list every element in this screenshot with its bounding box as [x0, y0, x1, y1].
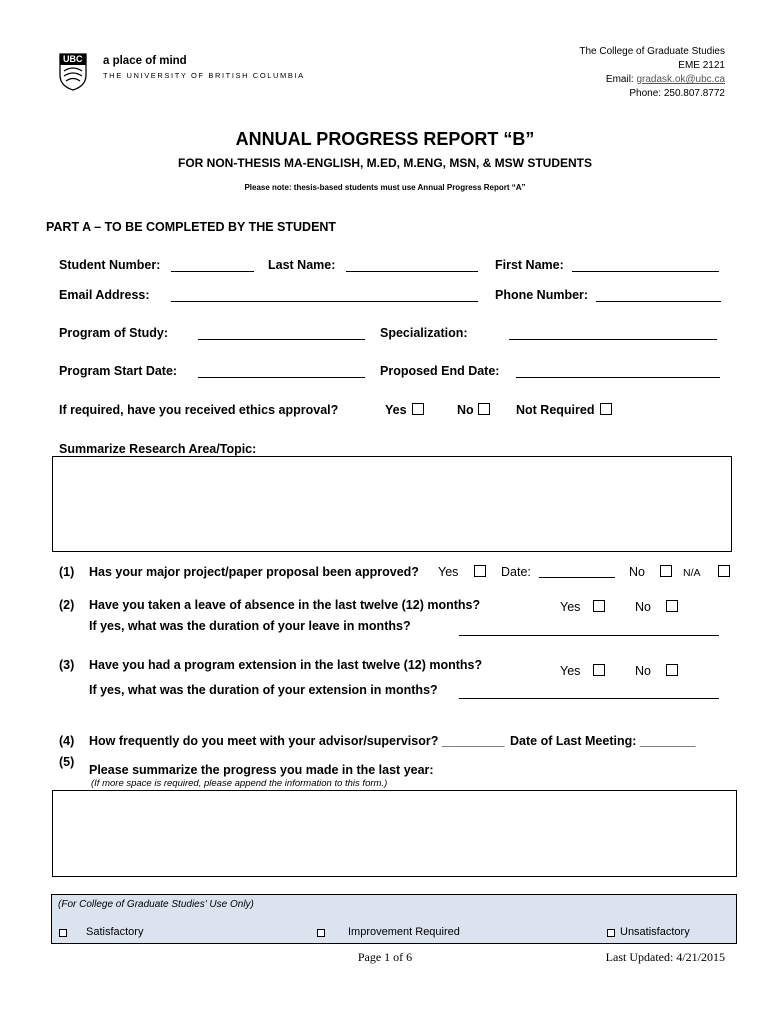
q1-date-field[interactable]	[539, 577, 615, 578]
q4-text[interactable]: How frequently do you meet with your advisor/supervisor? _________	[89, 734, 505, 748]
q1-date-label: Date:	[501, 565, 531, 579]
q1-yes-checkbox[interactable]	[474, 565, 486, 577]
q3-number: (3)	[59, 658, 75, 672]
part-a-heading: PART A – TO BE COMPLETED BY THE STUDENT	[46, 220, 337, 234]
office-name: The College of Graduate Studies	[579, 46, 725, 57]
ethics-no-checkbox[interactable]	[478, 403, 490, 415]
satisfactory-checkbox[interactable]	[59, 929, 67, 937]
ethics-question: If required, have you received ethics approval?	[59, 403, 339, 417]
q5-number: (5)	[59, 755, 75, 769]
specialization-label: Specialization:	[380, 326, 468, 340]
specialization-field[interactable]	[509, 339, 717, 340]
logo-text: UBC	[63, 54, 83, 64]
q5-note: (If more space is required, please append the information to this form.)	[91, 778, 388, 789]
page-title: ANNUAL PROGRESS REPORT “B”	[235, 129, 535, 149]
title-note: Please note: thesis-based students must use Annual Progress Report “A”	[244, 183, 526, 192]
q3-yes-label: Yes	[560, 664, 581, 678]
email-address-label: Email Address:	[59, 288, 150, 302]
q1-text: Has your major project/paper proposal been approved?	[89, 565, 419, 579]
satisfactory-label: Satisfactory	[86, 926, 144, 938]
q3-duration-field[interactable]	[459, 698, 719, 699]
last-name-field[interactable]	[346, 271, 478, 272]
program-field[interactable]	[198, 339, 365, 340]
office-use-title: (For College of Graduate Studies' Use Only)	[58, 899, 254, 910]
last-name-label: Last Name:	[268, 258, 336, 272]
start-date-field[interactable]	[198, 377, 365, 378]
end-date-field[interactable]	[516, 377, 720, 378]
office-room: EME 2121	[678, 60, 725, 71]
ethics-yes-label: Yes	[385, 403, 407, 417]
page-number: Page 1 of 6	[357, 950, 413, 964]
phone-number-label: Phone Number:	[495, 288, 589, 302]
last-updated: Last Updated: 4/21/2015	[605, 950, 725, 964]
student-number-label: Student Number:	[59, 258, 161, 272]
q1-no-label: No	[629, 565, 645, 579]
q3-no-label: No	[635, 664, 651, 678]
ethics-yes-checkbox[interactable]	[412, 403, 424, 415]
q3-text: Have you had a program extension in the last twelve (12) months?	[89, 658, 483, 672]
q2-subtext: If yes, what was the duration of your leave in months?	[89, 619, 411, 633]
tagline: a place of mind	[103, 55, 187, 67]
email-label: Email:	[605, 74, 637, 85]
end-date-label: Proposed End Date:	[380, 364, 500, 378]
improvement-checkbox[interactable]	[317, 929, 325, 937]
ethics-no-label: No	[457, 403, 474, 417]
q2-yes-label: Yes	[560, 600, 581, 614]
q2-text: Have you taken a leave of absence in the last twelve (12) months?	[89, 598, 481, 612]
program-label: Program of Study:	[59, 326, 169, 340]
phone-number-field[interactable]	[596, 301, 721, 302]
q2-no-checkbox[interactable]	[666, 600, 678, 612]
email-address-field[interactable]	[171, 301, 478, 302]
q3-no-checkbox[interactable]	[666, 664, 678, 676]
page-subtitle: FOR NON-THESIS MA-ENGLISH, M.ED, M.ENG, MSN, & MSW STUDENTS	[178, 156, 592, 170]
q4-last-meeting[interactable]: Date of Last Meeting: ________	[510, 734, 696, 748]
q1-yes-label: Yes	[438, 565, 459, 579]
unsatisfactory-label: Unsatisfactory	[620, 926, 690, 938]
first-name-field[interactable]	[572, 271, 719, 272]
q2-no-label: No	[635, 600, 651, 614]
q4-number: (4)	[59, 734, 75, 748]
unsatisfactory-checkbox[interactable]	[607, 929, 615, 937]
ethics-not-required-label: Not Required	[516, 403, 595, 417]
q1-no-checkbox[interactable]	[660, 565, 672, 577]
progress-summary-textarea[interactable]	[52, 790, 737, 877]
contact-block	[465, 45, 725, 101]
q1-number: (1)	[59, 565, 75, 579]
ubc-logo	[59, 53, 87, 91]
student-number-field[interactable]	[171, 271, 254, 272]
improvement-label: Improvement Required	[348, 926, 460, 938]
q1-na-checkbox[interactable]	[718, 565, 730, 577]
office-phone: Phone: 250.807.8772	[629, 88, 725, 99]
q3-subtext: If yes, what was the duration of your extension in months?	[89, 683, 438, 697]
ethics-not-required-checkbox[interactable]	[600, 403, 612, 415]
q2-yes-checkbox[interactable]	[593, 600, 605, 612]
summary-textarea[interactable]	[52, 456, 732, 552]
first-name-label: First Name:	[495, 258, 564, 272]
q3-yes-checkbox[interactable]	[593, 664, 605, 676]
summary-label: Summarize Research Area/Topic:	[59, 442, 257, 456]
q2-number: (2)	[59, 598, 75, 612]
start-date-label: Program Start Date:	[59, 364, 178, 378]
university-name: THE UNIVERSITY OF BRITISH COLUMBIA	[103, 71, 305, 80]
q5-text: Please summarize the progress you made in the last year:	[89, 763, 434, 777]
email-link[interactable]: gradask.ok@ubc.ca	[636, 74, 725, 85]
office-email-line	[465, 73, 725, 87]
q2-duration-field[interactable]	[459, 635, 719, 636]
q1-na-label: N/A	[683, 567, 701, 579]
